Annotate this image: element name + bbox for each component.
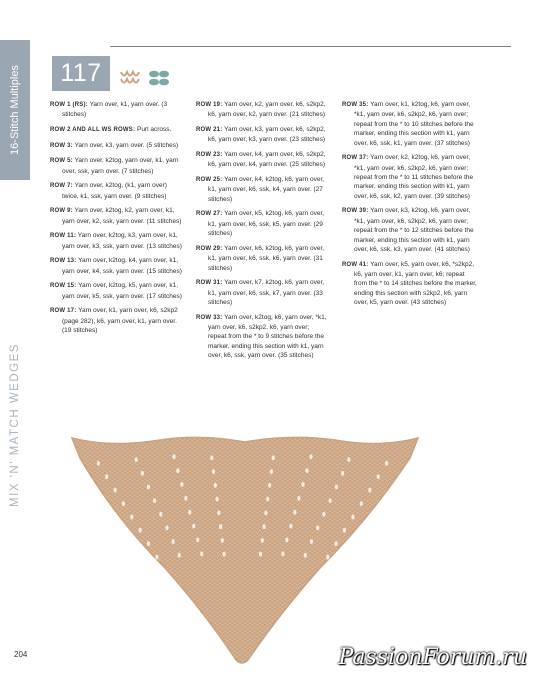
eyelet: [215, 497, 218, 502]
row-text: Yarn over, k3, yarn over, k6, s2kp2, k6, yarn over, k3, yarn over. (23 stitches): [208, 126, 326, 144]
row-label: ROW 41:: [342, 261, 369, 268]
row-text: Yarn over, k2tog, k3, yarn over, k1, yarn over, k3, ssk, yarn over. (13 stitches): [62, 232, 182, 250]
row-text: Purl across.: [136, 126, 172, 133]
instruction-row: [196, 175, 328, 204]
row-label: ROW 2 AND ALL WS ROWS:: [50, 127, 136, 133]
eyelet: [105, 474, 108, 479]
eyelet: [264, 511, 267, 516]
eyelet: [217, 511, 220, 516]
row-text: Yarn over, k6, k2tog, k6, yarn over, k1, yarn over, k6, ssk, k6, yarn over. (31 stitches): [208, 244, 325, 272]
page-number: 204: [14, 650, 28, 659]
shawl-body: [72, 437, 418, 663]
row-label: ROW 11:: [50, 233, 77, 240]
row-text: Yarn over, k2tog, k2, yarn over, k1, yarn over, k2, ssk, yarn over. (11 stitches): [62, 207, 182, 225]
row-text: Yarn over, k4, k2tog, k6, yarn over, k1, yarn over, k6, ssk, k4, yarn over. (27 stitches): [208, 176, 325, 203]
eyelet: [188, 510, 191, 515]
eyelet: [172, 454, 175, 459]
row-text: Yarn over, k5, yarn over, k6, *s2kp2, k6, yarn over, k1, yarn over, k6; repeat from the * to 14 stitches before the marker, ending this section with s2kp2, k6, yarn over, k5, yarn over. (43 stitches): [354, 260, 477, 307]
row-label: ROW 1 (RS):: [50, 102, 88, 108]
pattern-number: 117: [52, 56, 110, 91]
eyelet: [153, 498, 156, 503]
eyelet: [343, 528, 346, 533]
instruction-row: [196, 150, 328, 170]
eyelet: [210, 455, 213, 460]
instruction-row: [342, 153, 477, 201]
section-tab-label: 16-Stitch Multiples: [9, 65, 21, 155]
row-text: Yarn over, k2, k2tog, k6, yarn over, *k1, yarn over, k6, s2kp2, k6, yarn over; repeat from the * to 11 stitches before the marker, ending this section with k1, yarn over, k6, ssk, k2, yarn over. (39 stitches): [354, 154, 474, 200]
row-text: Yarn over, k3, k2tog, k6, yarn over, *k1, yarn over, k6, s2kp2, k6, yarn over; repeat from the * to 12 stitches before the marker, ending this section with k1, yarn over, k6, ssk, k3, yarn over. (41 stitches): [354, 207, 474, 254]
eyelet: [285, 538, 288, 543]
eyelet: [165, 526, 168, 531]
header-rule: [110, 46, 511, 47]
eyelet: [272, 455, 275, 460]
instruction-row: [50, 281, 182, 301]
instructions-column-2: [196, 100, 328, 366]
eyelet: [270, 469, 273, 474]
eyelet: [268, 483, 271, 488]
row-label: ROW 29:: [196, 245, 223, 252]
row-text: Yarn over, k2, yarn over, k6, s2kp2, k6, yarn over, k2, yarn over. (21 stitches): [208, 101, 326, 119]
eyelet: [305, 468, 308, 473]
eyelet: [130, 515, 133, 520]
eyelet: [259, 552, 262, 557]
row-label: ROW 3:: [50, 142, 73, 149]
eyelet: [335, 485, 338, 490]
eyelet: [192, 524, 195, 529]
instruction-row: [196, 209, 328, 238]
shawl-photo: [70, 428, 420, 668]
row-label: ROW 23:: [196, 152, 223, 158]
chapter-title: MIX 'N' MATCH WEDGES: [9, 343, 21, 507]
row-label: ROW 19:: [196, 102, 223, 108]
eyelet: [347, 457, 350, 462]
eyelet: [301, 482, 304, 487]
row-label: ROW 27:: [196, 211, 223, 218]
eyelet: [219, 524, 222, 529]
instruction-row: [50, 231, 182, 251]
eyelet: [322, 512, 325, 517]
eyelet: [316, 526, 319, 531]
eyelet: [326, 555, 329, 560]
eyelet: [178, 553, 181, 558]
row-text: Yarn over, k2tog, yarn over, k1, yarn over, ssk, yarn over. (7 stitches): [62, 157, 179, 175]
eyelet: [309, 454, 312, 459]
eyelet: [293, 510, 296, 515]
eyelet: [335, 541, 338, 546]
eyelet: [139, 528, 142, 533]
row-text: Yarn over, k2tog, k5, yarn over, k1, yarn over, k5, ssk, yarn over. (17 stitches): [62, 282, 182, 300]
instruction-row: [342, 206, 477, 254]
row-text: Yarn over, k2tog, (k1, yarn over) twice, k1, ssk, yarn over. (9 stitches): [62, 182, 167, 200]
eyelet: [147, 485, 150, 490]
instruction-row: [50, 181, 182, 201]
eyelet: [155, 555, 158, 560]
eyelet: [122, 501, 125, 506]
row-label: ROW 13:: [50, 258, 77, 265]
row-label: ROW 5:: [50, 158, 73, 165]
eyelet: [200, 551, 203, 556]
eyelet: [289, 524, 292, 529]
instructions-column-1: [50, 100, 182, 341]
instruction-row: [50, 306, 182, 335]
eyelet: [180, 482, 183, 487]
instruction-row: [196, 244, 328, 273]
row-label: ROW 37:: [342, 155, 369, 162]
row-label: ROW 25:: [196, 177, 223, 183]
eyelet: [221, 538, 224, 543]
eyelet: [97, 461, 100, 466]
row-text: Yarn over, k1, yarn over. (3 stitches): [62, 101, 168, 119]
row-text: Yarn over, k5, k2tog, k6, yarn over, k1, yarn over, k6, ssk, k5, yarn over. (29 stitches): [208, 210, 325, 238]
eyelet: [135, 457, 138, 462]
row-text: Yarn over, k2tog, k4, yarn over, k1, yarn over, k4, ssk, yarn over. (15 stitches): [62, 257, 182, 275]
row-label: ROW 33:: [196, 314, 223, 321]
section-tab-label-wrap: [0, 40, 30, 180]
row-text: Yarn over, k4, yarn over, k6, s2kp2, k6, yarn over, k4, yarn over. (25 stitches): [208, 151, 326, 169]
row-label: ROW 9:: [50, 208, 73, 215]
instructions-column-3: [342, 100, 477, 313]
eyelet: [266, 497, 269, 502]
knit-stitch-icon: [147, 68, 171, 88]
yarn-skein-icon: [118, 68, 142, 88]
row-label: ROW 39:: [342, 208, 369, 215]
eyelet: [310, 539, 313, 544]
eyelet: [360, 501, 363, 506]
instruction-row: [342, 260, 477, 308]
instruction-row: [196, 100, 328, 120]
instruction-row: [50, 256, 182, 276]
row-label: ROW 31:: [196, 280, 223, 287]
eyelet: [147, 541, 150, 546]
eyelet: [341, 471, 344, 476]
instruction-row: [342, 100, 477, 148]
eyelet: [114, 488, 117, 493]
row-label: ROW 17:: [50, 308, 77, 315]
eyelet: [329, 498, 332, 503]
eyelet: [297, 496, 300, 501]
eyelet: [304, 553, 307, 558]
eyelet: [351, 515, 354, 520]
row-label: ROW 21:: [196, 127, 223, 133]
eyelet: [223, 552, 226, 557]
eyelet: [184, 496, 187, 501]
chapter-title-wrap: [0, 230, 30, 620]
eyelet: [172, 539, 175, 544]
row-text: Yarn over, k2tog, k6, yarn over, *k1, yarn over, k6, s2kp2, k6, yarn over; repeat from the * to 9 stitches before the marker, ending this section with k1, yarn over, k6, ssk, yarn over. (35 stitches): [208, 313, 327, 360]
instruction-row: [50, 100, 182, 120]
eyelet: [141, 471, 144, 476]
row-text: Yarn over, k1, k2tog, k6, yarn over, *k1, yarn over, k6, s2kp2, k6, yarn over; repeat from the * to 10 stitches before the marker, ending this section with k1, yarn over, k6, ssk, k1, yarn over. (37 stitches): [354, 101, 474, 147]
eyelet: [159, 512, 162, 517]
row-text: Yarn over, k3, yarn over. (5 stitches): [74, 141, 179, 149]
row-text: Yarn over, k1, yarn over, k6, s2kp2 (page 282), k6, yarn over, k1, yarn over. (19 stitches): [62, 307, 178, 334]
instruction-row: [50, 156, 182, 176]
eyelet: [214, 483, 217, 488]
row-text: Yarn over, k7, k2tog, k6, yarn over, k1, yarn over, k6, ssk, k7, yarn over. (33 stitches): [208, 279, 325, 307]
eyelet: [368, 488, 371, 493]
instruction-row: [50, 141, 182, 151]
eyelet: [176, 468, 179, 473]
instruction-row: [196, 125, 328, 145]
eyelet: [263, 524, 266, 529]
instruction-row: [196, 278, 328, 307]
instruction-row: [50, 206, 182, 226]
instruction-row: [50, 125, 182, 135]
eyelet: [385, 461, 388, 466]
eyelet: [212, 469, 215, 474]
eyelet: [281, 551, 284, 556]
eyelet: [377, 474, 380, 479]
row-label: ROW 35:: [342, 102, 369, 108]
row-label: ROW 7:: [50, 183, 73, 190]
eyelet: [196, 538, 199, 543]
instruction-row: [196, 313, 328, 361]
eyelet: [261, 538, 264, 543]
row-label: ROW 15:: [50, 283, 77, 290]
watermark: PassionForum.ru: [338, 645, 527, 670]
